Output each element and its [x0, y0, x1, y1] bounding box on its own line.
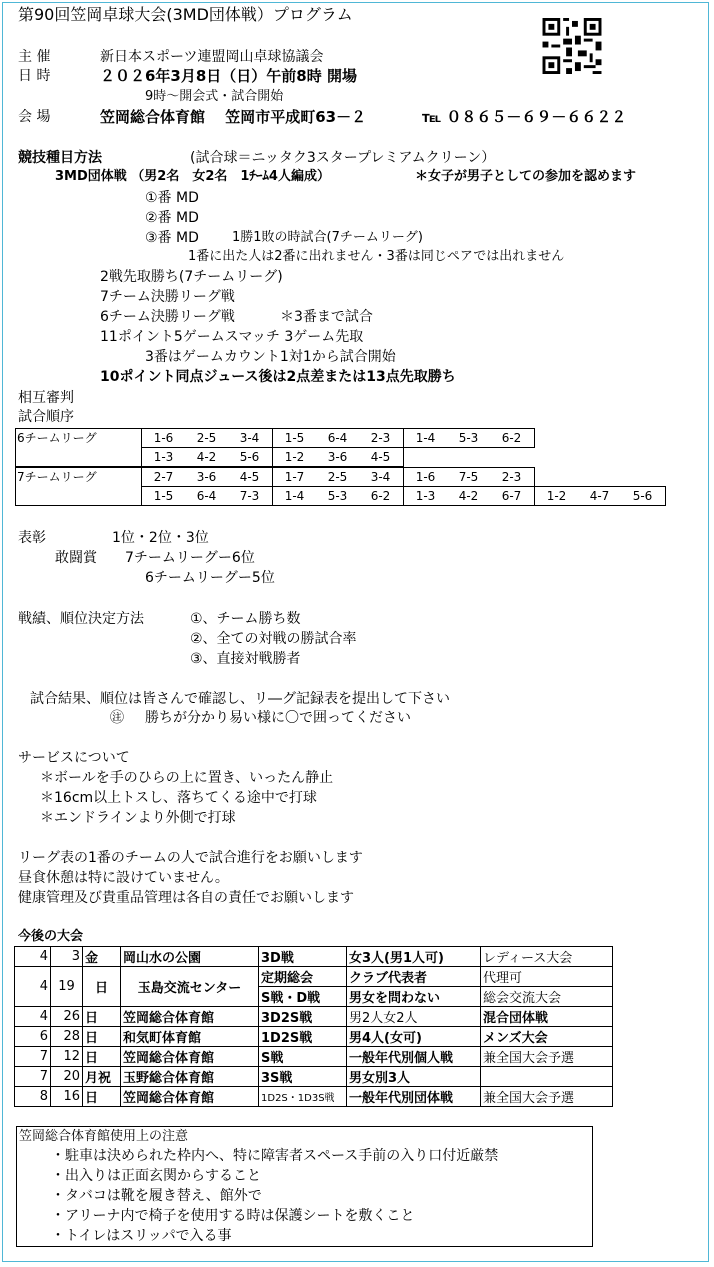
future-heading: 今後の大会: [18, 929, 84, 944]
ranking-3: ③、直接対戦勝者: [190, 651, 301, 667]
misc-3: 健康管理及び貴重品管理は各自の責任でお願いします: [18, 890, 354, 906]
league7-round: 1-2 4-7 5-6: [535, 487, 666, 506]
event-date: ２０２6年3月8日（日）午前8時 開場: [100, 67, 357, 85]
league6-round: 1-6 2-5 3-4: [142, 429, 273, 448]
league7-round: 1-3 4-2 6-7: [404, 487, 535, 506]
venue: 笠岡総合体育館 笠岡市平成町63－２: [100, 108, 367, 126]
rule-line-5: 3番はゲームカウント1対1から試合開始: [145, 349, 396, 365]
table-row: 8 16 日 笠岡総合体育館 1D2S・1D3S戦 一般年代別団体戦 兼全国大会予選: [15, 1087, 613, 1107]
note-1: ・駐車は決められた枠内へ、特に障害者スペース手前の入り口付近厳禁: [51, 1148, 499, 1164]
misc-2: 昼食休憩は特に設けていません。: [18, 870, 229, 886]
table-row: 6 28 日 和気町体育館 1D2S戦 男4人(女可) メンズ大会: [15, 1027, 613, 1047]
league6-round: 1-3 4-2 5-6: [142, 448, 273, 467]
event-note: ＊女子が男子としての参加を認めます: [415, 169, 637, 184]
table-row: 4 3 金 岡山水の公園 3D戦 女3人(男1人可) レディース大会: [15, 947, 613, 967]
ranking-2: ②、全ての対戦の勝試合率: [190, 631, 357, 647]
misc-1: リーグ表の1番のチームの人で試合進行をお願いします: [18, 850, 363, 866]
league6-table: [15, 428, 535, 467]
note-5: ・トイレはスリッパで入る事: [51, 1228, 232, 1244]
table-row: S戦・D戦 男女を問わない 総会交流大会: [15, 987, 613, 1007]
results-mark: ㊟: [110, 710, 124, 726]
note-4: ・アリーナ内で椅子を使用する時は保護シートを敷くこと: [51, 1208, 415, 1224]
organizer-label: 主 催: [18, 49, 51, 65]
table-row: 4 19 日 玉島交流センター 定期総会 クラブ代表者 代理可: [15, 967, 613, 987]
fighting-6: 6チームリーグー5位: [145, 570, 275, 586]
rule-line-2: 7チーム決勝リーグ戦: [100, 289, 235, 305]
league6-round: 1-4 5-3 6-2: [404, 429, 535, 448]
match-3-note: 1勝1敗の時試合(7チームリーグ): [232, 230, 423, 245]
league7-round: 1-7 2-5 3-4: [273, 468, 404, 487]
rules-heading: 競技種目方法: [18, 150, 102, 166]
qr-code-icon: [542, 18, 602, 74]
league6-round: 1-5 6-4 2-3: [273, 429, 404, 448]
time-note: 9時～開会式・試合開始: [145, 89, 284, 104]
rule-line-4: 11ポイント5ゲームスマッチ 3ゲーム先取: [100, 329, 364, 345]
rule-line-3: 6チーム決勝リーグ戦: [100, 309, 235, 325]
ranking-label: 戦績、順位決定方法: [18, 611, 144, 627]
note-3: ・タバコは靴を履き替え、館外で: [51, 1188, 262, 1204]
referee: 相互審判: [18, 390, 74, 406]
rule-line-1: 2戦先取勝ち(7チームリーグ): [100, 269, 283, 285]
league7-round: 1-4 5-3 6-2: [273, 487, 404, 506]
results-line-1: 試合結果、順位は皆さんで確認し、リ―グ記録表を提出して下さい: [30, 691, 450, 707]
match-1: ①番 MD: [145, 190, 199, 206]
order-heading: 試合順序: [18, 409, 74, 425]
venue-label: 会 場: [18, 109, 51, 125]
notes-heading: 笠岡総合体育館使用上の注意: [19, 1129, 189, 1144]
match-2: ②番 MD: [145, 210, 199, 226]
page-title: 第90回笠岡卓球大会(3MD団体戦）プログラム: [18, 5, 353, 24]
league7-round: 2-7 3-6 4-5: [142, 468, 273, 487]
service-heading: サービスについて: [18, 750, 130, 766]
match-3: ③番 MD: [145, 230, 199, 246]
venue-notes-box: [16, 1126, 593, 1247]
league7-round: 1-6 7-5 2-3: [404, 468, 535, 487]
awards-places: 1位・2位・3位: [112, 530, 209, 546]
rule-line-6: 10ポイント同点ジュース後は2点差または13点先取勝ち: [100, 369, 456, 385]
ranking-1: ①、チーム勝ち数: [190, 611, 301, 627]
note-2: ・出入りは正面玄関からすること: [51, 1168, 261, 1184]
pair-note: 1番に出た人は2番に出れません・3番は同じペアでは出れません: [188, 249, 565, 264]
event-description: 3MD団体戦 （男2名 女2名 1ﾁｰﾑ4人編成）: [55, 169, 330, 184]
results-line-2: 勝ちが分かり易い様に〇で囲ってください: [145, 710, 411, 726]
table-row: 4 26 日 笠岡総合体育館 3D2S戦 男2人女2人 混合団体戦: [15, 1007, 613, 1027]
service-1: ＊ボールを手のひらの上に置き、いったん静止: [40, 770, 334, 786]
table-row: 7 12 日 笠岡総合体育館 S戦 一般年代別個人戦 兼全国大会予選: [15, 1047, 613, 1067]
fighting-7: 7チームリーグー6位: [125, 550, 255, 566]
table-row: 7 20 月祝 玉野総合体育館 3S戦 男女別3人: [15, 1067, 613, 1087]
ball-note: (試合球＝ニッタク3スタープレミアムクリーン）: [190, 150, 496, 166]
venue-tel: ℡ ０８６５－６９－６６２２: [422, 108, 627, 126]
future-events-table: [14, 946, 613, 1107]
league6-label: 6チームリーグ: [16, 429, 142, 467]
rule-line-3-note: ＊3番まで試合: [280, 309, 373, 325]
organizer: 新日本スポーツ連盟岡山卓球協議会: [100, 49, 324, 65]
service-2: ＊16cm以上トスし、落ちてくる途中で打球: [40, 790, 317, 806]
fighting-label: 敢闘賞: [55, 550, 97, 566]
league7-round: 1-5 6-4 7-3: [142, 487, 273, 506]
league7-table: [15, 467, 666, 506]
date-label: 日 時: [18, 68, 51, 84]
league7-label: 7チームリーグ: [16, 468, 142, 506]
league6-round: 1-2 3-6 4-5: [273, 448, 404, 467]
service-3: ＊エンドラインより外側で打球: [40, 810, 236, 826]
awards-label: 表彰: [18, 530, 46, 546]
